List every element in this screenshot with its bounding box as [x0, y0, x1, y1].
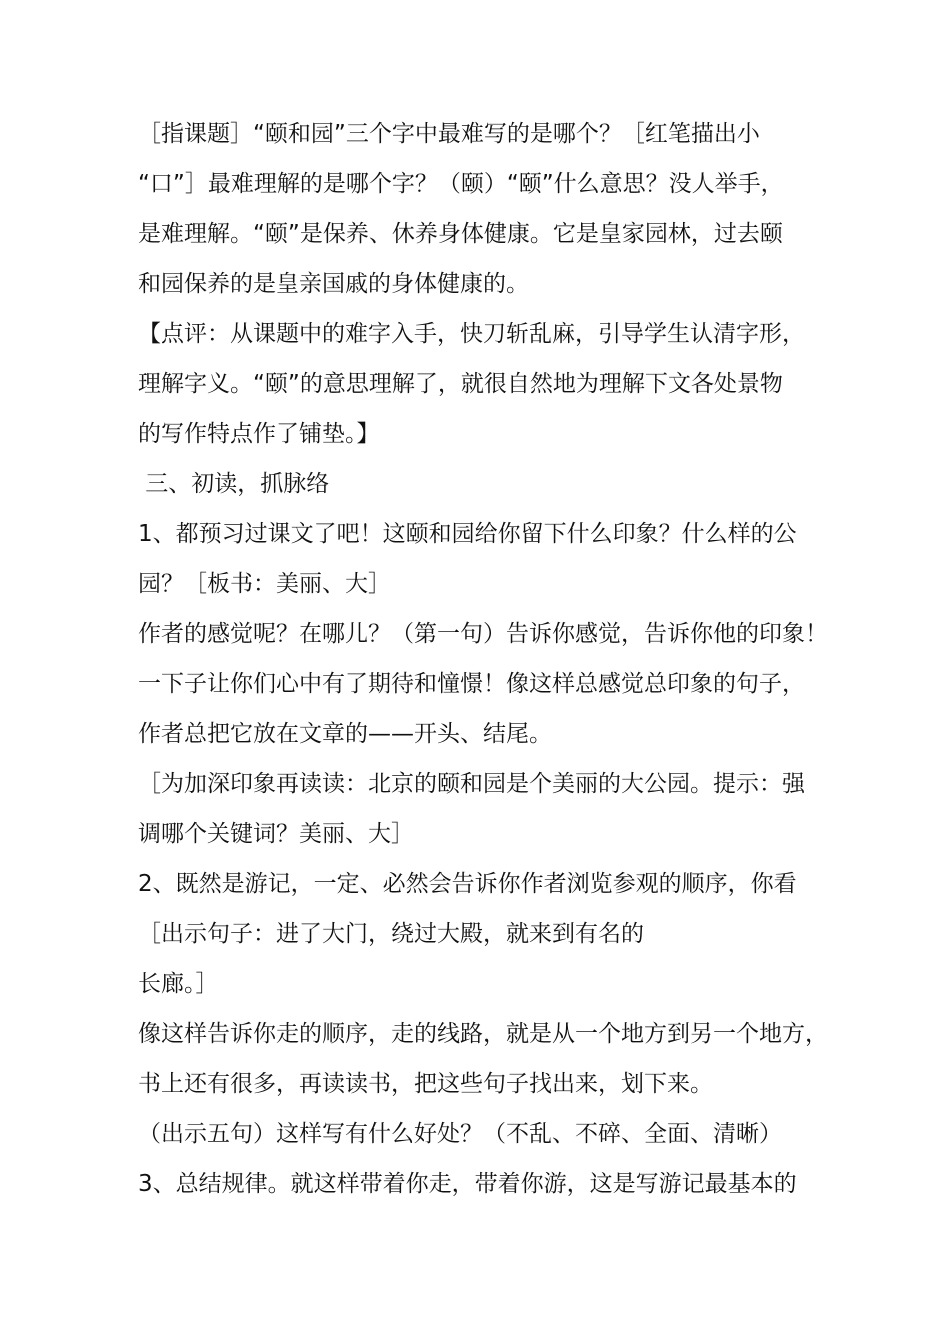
text-line: 1、都预习过课文了吧！这颐和园给你留下什么印象？什么样的公	[138, 521, 797, 547]
section-heading: 三、初读，抓脉络	[138, 471, 330, 497]
text-line: 一下子让你们心中有了期待和憧憬！像这样总感觉总印象的句子，	[138, 671, 805, 697]
text-line: 和园保养的是皇亲国戚的身体健康的。	[138, 271, 529, 297]
text-line: 2、既然是游记，一定、必然会告诉你作者浏览参观的顺序，你看	[138, 871, 797, 897]
text-line: ［为加深印象再读读：北京的颐和园是个美丽的大公园。提示：强	[138, 771, 805, 797]
text-line: 像这样告诉你走的顺序，走的线路，就是从一个地方到另一个地方，	[138, 1021, 828, 1047]
comment-line: 【点评：从课题中的难字入手，快刀斩乱麻，引导学生认清字形，	[138, 321, 805, 347]
text-line: 3、总结规律。就这样带着你走，带着你游，这是写游记最基本的	[138, 1171, 797, 1197]
text-line: 书上还有很多，再读读书，把这些句子找出来，划下来。	[138, 1071, 713, 1097]
text-line: 长廊。］	[138, 971, 219, 997]
text-line: ［指课题］“颐和园”三个字中最难写的是哪个？［红笔描出小	[138, 121, 760, 147]
text-line: 作者的感觉呢？在哪儿？（第一句）告诉你感觉，告诉你他的印象！	[138, 621, 828, 647]
text-line: “口”］最难理解的是哪个字？（颐）“颐”什么意思？没人举手，	[138, 171, 784, 197]
text-line: 调哪个关键词？美丽、大］	[138, 821, 414, 847]
text-line: 园？［板书：美丽、大］	[138, 571, 391, 597]
text-line: ［出示句子：进了大门，绕过大殿，就来到有名的	[138, 921, 644, 947]
text-line: 作者总把它放在文章的——开头、结尾。	[138, 721, 552, 747]
text-line: 是难理解。“颐”是保养、休养身体健康。它是皇家园林，过去颐	[138, 221, 783, 247]
text-line: （出示五句）这样写有什么好处？（不乱、不碎、全面、清晰）	[138, 1121, 782, 1147]
comment-line: 的写作特点作了铺垫。】	[138, 421, 380, 447]
comment-line: 理解字义。“颐”的意思理解了，就很自然地为理解下文各处景物	[138, 371, 783, 397]
